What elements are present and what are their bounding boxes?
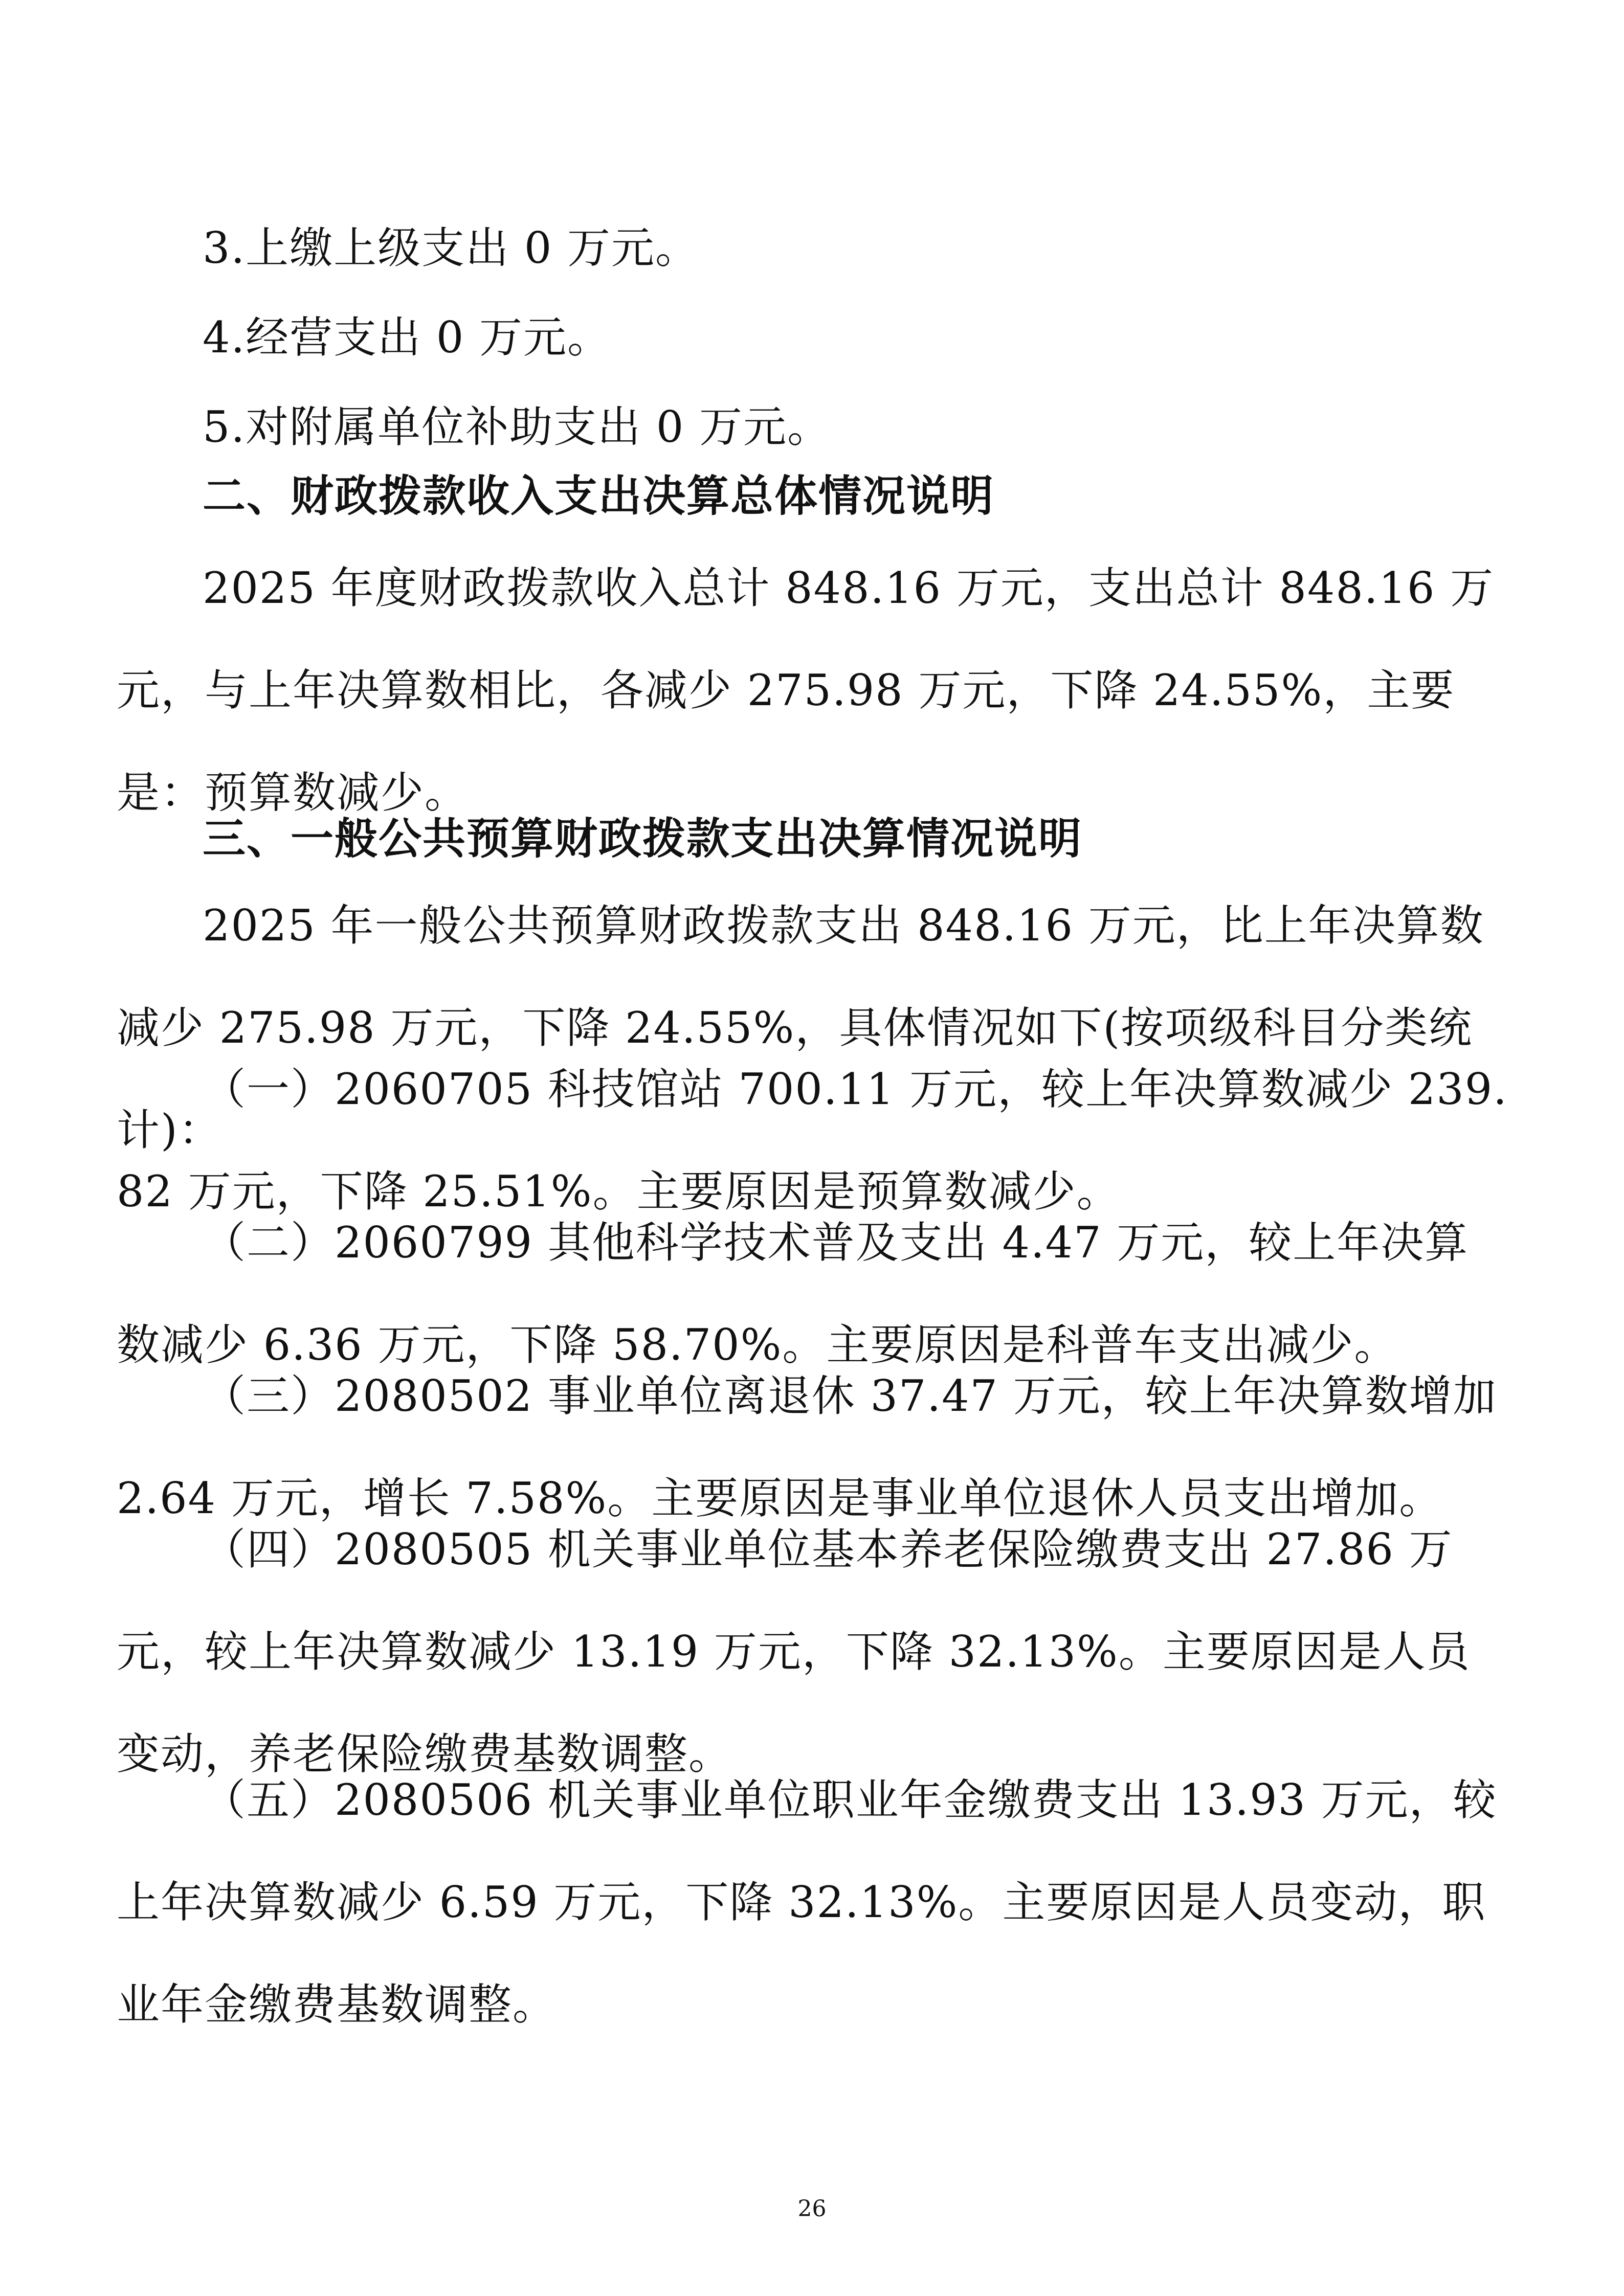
- section-2-heading: 二、财政拨款收入支出决算总体情况说明: [203, 471, 995, 521]
- subitem-1: （一）2060705 科技馆站 700.11 万元，较上年决算数减少 239.82 万元，下降 25.51%。主要原因是预算数减少。: [117, 1064, 1508, 1217]
- subitem-5: （五）2080506 机关事业单位职业年金缴费支出 13.93 万元，较上年决算数减少 6.59 万元，下降 32.13%。主要原因是人员变动，职业年金缴费基数调整。: [117, 1775, 1497, 2030]
- subitem-2: （二）2060799 其他科学技术普及支出 4.47 万元，较上年决算数减少 6.36 万元，下降 58.70%。主要原因是科普车支出减少。: [117, 1218, 1469, 1370]
- section-3-heading: 三、一般公共预算财政拨款支出决算情况说明: [203, 814, 1083, 864]
- subitem-3: （三）2080502 事业单位离退休 37.47 万元，较上年决算数增加 2.64 万元，增长 7.58%。主要原因是事业单位退休人员支出增加。: [117, 1371, 1497, 1523]
- item-3: 3.上缴上级支出 0 万元。: [203, 223, 699, 273]
- subitem-4: （四）2080505 机关事业单位基本养老保险缴费支出 27.86 万元，较上年决算数减少 13.19 万元，下降 32.13%。主要原因是人员变动，养老保险缴费基数调整。: [117, 1524, 1471, 1779]
- section-2-body: 2025 年度财政拨款收入总计 848.16 万元，支出总计 848.16 万元，与上年决算数相比，各减少 275.98 万元，下降 24.55%，主要是：预算数减少。: [117, 563, 1495, 818]
- page-number: 26: [797, 2196, 827, 2222]
- section-3-body: 2025 年一般公共预算财政拨款支出 848.16 万元，比上年决算数减少 275.98 万元，下降 24.55%，具体情况如下(按项级科目分类统计)：: [117, 901, 1484, 1155]
- item-5: 5.对附属单位补助支出 0 万元。: [203, 402, 831, 452]
- item-4: 4.经营支出 0 万元。: [203, 312, 611, 363]
